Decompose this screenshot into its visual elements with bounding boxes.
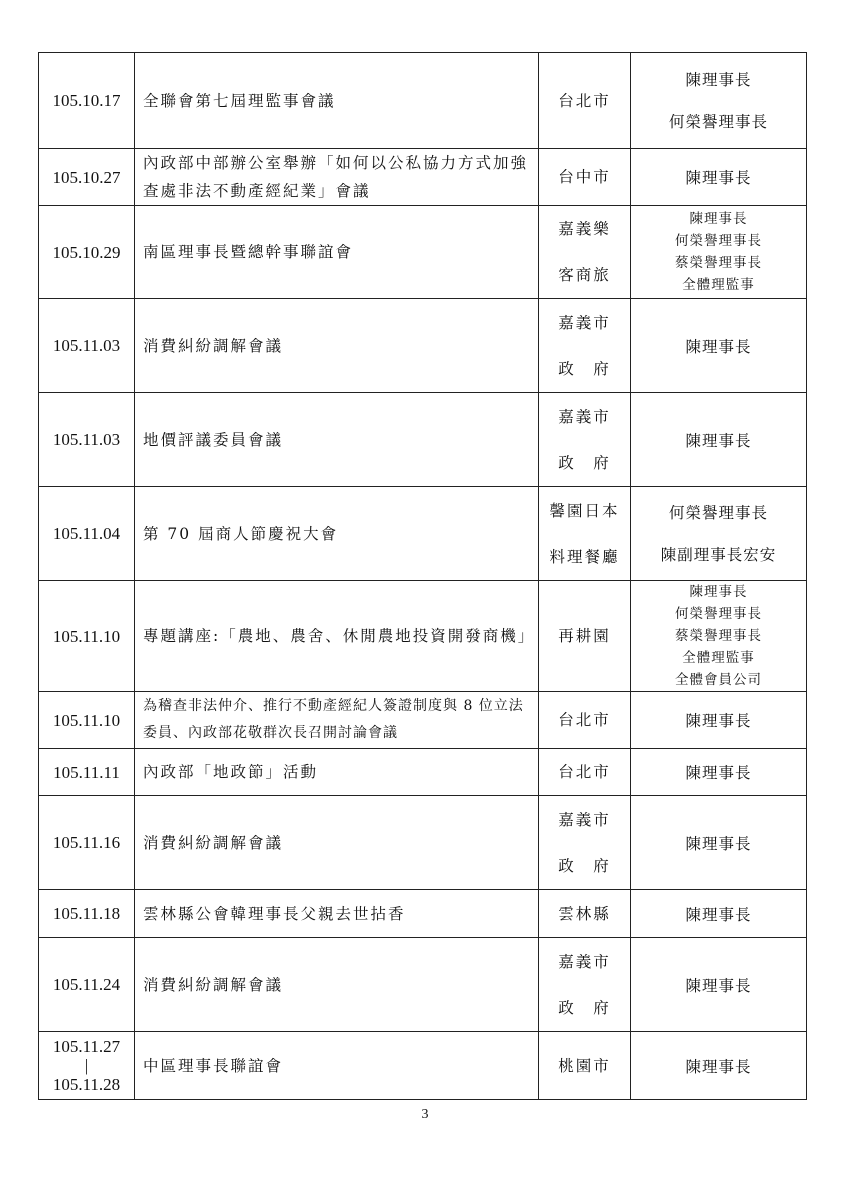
table-row [39,692,807,749]
event-cell: 南區理事長暨總幹事聯誼會 [135,206,539,299]
attendee-cell: 陳理事長 [631,692,807,749]
attendee-cell: 陳理事長 何榮譽理事長 蔡榮譽理事長 全體理監事 全體會員公司 [631,581,807,692]
table-row [39,796,807,890]
page-number: 3 [421,1107,429,1122]
attendee-cell: 陳理事長 [631,393,807,487]
date-cell: 105.10.17 [39,53,135,149]
place-cell: 嘉義市 政 府 [539,299,631,393]
event-cell: 消費糾紛調解會議 [135,299,539,393]
place-cell: 台中市 [539,149,631,206]
date-cell: 105.11.10 [39,581,135,692]
date-cell: 105.11.18 [39,890,135,938]
attendee-cell: 陳理事長 [631,149,807,206]
date-cell: 105.11.24 [39,938,135,1032]
attendee-cell: 陳理事長 何榮譽理事長 蔡榮譽理事長 全體理監事 [631,206,807,299]
activity-table [38,52,807,1100]
table-row [39,1032,807,1100]
attendee-cell: 陳理事長 [631,796,807,890]
date-cell: 105.10.27 [39,149,135,206]
table-row [39,890,807,938]
attendee-cell: 陳理事長 [631,890,807,938]
event-cell: 專題講座:「農地、農舍、休閒農地投資開發商機」 [135,581,539,692]
event-cell: 全聯會第七屆理監事會議 [135,53,539,149]
date-cell: 105.11.16 [39,796,135,890]
table-row [39,206,807,299]
date-cell: 105.11.11 [39,749,135,796]
event-cell: 中區理事長聯誼會 [135,1032,539,1100]
place-cell: 嘉義市 政 府 [539,796,631,890]
event-cell: 消費糾紛調解會議 [135,796,539,890]
table-row [39,938,807,1032]
attendee-cell: 陳理事長 何榮譽理事長 [631,53,807,149]
place-cell: 台北市 [539,692,631,749]
place-cell: 嘉義市 政 府 [539,393,631,487]
event-cell: 內政部中部辦公室舉辦「如何以公私協力方式加強查處非法不動產經紀業」會議 [135,149,539,206]
table-row [39,749,807,796]
table-row [39,487,807,581]
place-cell: 雲林縣 [539,890,631,938]
date-cell: 105.11.10 [39,692,135,749]
date-cell: 105.11.03 [39,299,135,393]
event-cell: 消費糾紛調解會議 [135,938,539,1032]
event-cell: 為稽查非法仲介、推行不動產經紀人簽證制度與 8 位立法委員、內政部花敬群次長召開討論會議 [135,692,539,749]
table-row [39,393,807,487]
attendee-cell: 陳理事長 [631,749,807,796]
event-cell: 雲林縣公會韓理事長父親去世拈香 [135,890,539,938]
table-row [39,581,807,692]
date-cell: 105.11.03 [39,393,135,487]
place-cell: 台北市 [539,53,631,149]
place-cell: 嘉義市 政 府 [539,938,631,1032]
attendee-cell: 何榮譽理事長 陳副理事長宏安 [631,487,807,581]
table-row [39,149,807,206]
attendee-cell: 陳理事長 [631,938,807,1032]
date-cell: 105.10.29 [39,206,135,299]
event-cell: 地價評議委員會議 [135,393,539,487]
date-cell: 105.11.27 | 105.11.28 [39,1032,135,1100]
event-cell: 內政部「地政節」活動 [135,749,539,796]
place-cell: 再耕園 [539,581,631,692]
place-cell: 台北市 [539,749,631,796]
table-row [39,299,807,393]
attendee-cell: 陳理事長 [631,299,807,393]
date-cell: 105.11.04 [39,487,135,581]
table-row [39,53,807,149]
attendee-cell: 陳理事長 [631,1032,807,1100]
place-cell: 嘉義樂 客商旅 [539,206,631,299]
place-cell: 桃園市 [539,1032,631,1100]
event-cell: 第 70 屆商人節慶祝大會 [135,487,539,581]
place-cell: 馨園日本 料理餐廳 [539,487,631,581]
